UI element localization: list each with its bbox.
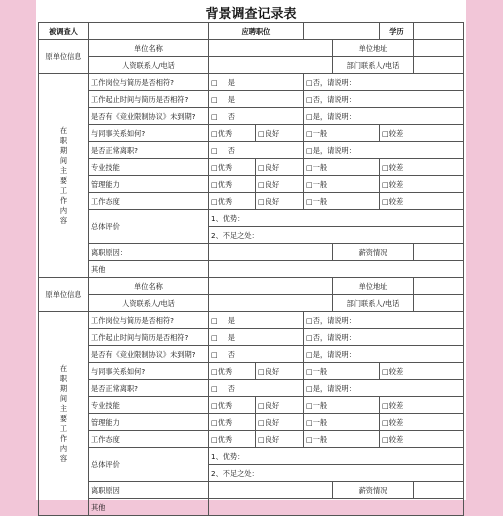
- question-label: 工作岗位与简历是否相符?: [89, 312, 209, 329]
- survey-sheet: [36, 0, 466, 512]
- grade-excellent[interactable]: □优秀: [209, 159, 256, 176]
- salary-label: 薪资情况: [333, 244, 414, 261]
- grade-good[interactable]: □良好: [256, 397, 304, 414]
- yes-option[interactable]: □ 是: [209, 312, 304, 329]
- question-label: 是否有《竞业限制协议》未到期?: [89, 346, 209, 363]
- mgmt-row: [39, 414, 464, 431]
- question-label: 工作起止时间与简历是否相符?: [89, 91, 209, 108]
- unit-name-label: 单位名称: [89, 278, 209, 295]
- grade-poor[interactable]: □较差: [380, 414, 464, 431]
- no-option[interactable]: □ 否: [209, 346, 304, 363]
- grade-excellent[interactable]: □优秀: [209, 431, 256, 448]
- explain-option[interactable]: □是，请说明：: [304, 380, 464, 397]
- merits-field[interactable]: 1、优势：: [209, 448, 464, 465]
- skill-label: 专业技能: [89, 159, 209, 176]
- colleague-label: 与同事关系如何?: [89, 363, 209, 380]
- dept-contact-label: 部门联系人/电话: [333, 57, 414, 74]
- grade-poor[interactable]: □较差: [380, 193, 464, 210]
- unit-name-label: 单位名称: [89, 40, 209, 57]
- yes-option[interactable]: □ 是: [209, 91, 304, 108]
- question-label: 是否有《竞业限制协议》未到期?: [89, 108, 209, 125]
- grade-average[interactable]: □一般: [304, 397, 380, 414]
- grade-good[interactable]: □良好: [256, 431, 304, 448]
- grade-average[interactable]: □一般: [304, 193, 380, 210]
- hr-contact-label: 人资联系人/电话: [89, 295, 209, 312]
- no-option[interactable]: □ 否: [209, 380, 304, 397]
- other-value[interactable]: [209, 499, 464, 516]
- question-row: [39, 142, 464, 159]
- contact-row: [39, 295, 464, 312]
- grade-average[interactable]: □一般: [304, 176, 380, 193]
- dept-contact-value[interactable]: [414, 57, 464, 74]
- weakness-field[interactable]: 2、不足之处：: [209, 227, 464, 244]
- grade-excellent[interactable]: □优秀: [209, 193, 256, 210]
- question-label: 工作起止时间与简历是否相符?: [89, 329, 209, 346]
- question-label: 是否正常离职?: [89, 142, 209, 159]
- grade-poor[interactable]: □较差: [380, 125, 464, 142]
- question-row: [39, 312, 464, 329]
- question-label: 工作岗位与简历是否相符?: [89, 74, 209, 91]
- hr-contact-value[interactable]: [209, 57, 333, 74]
- explain-option[interactable]: □否，请说明：: [304, 329, 464, 346]
- education-value-cell[interactable]: [414, 23, 464, 40]
- explain-option[interactable]: □是，请说明：: [304, 346, 464, 363]
- colleague-label: 与同事关系如何?: [89, 125, 209, 142]
- unit-name-value[interactable]: [209, 278, 333, 295]
- other-label: 其他: [89, 499, 209, 516]
- education-label: 学历: [380, 23, 414, 40]
- mgmt-label: 管理能力: [89, 176, 209, 193]
- attitude-row: [39, 193, 464, 210]
- question-row: [39, 380, 464, 397]
- grade-average[interactable]: □一般: [304, 159, 380, 176]
- grade-good[interactable]: □良好: [256, 193, 304, 210]
- position-label: 应聘职位: [209, 23, 304, 40]
- weakness-field[interactable]: 2、不足之处：: [209, 465, 464, 482]
- overall-row: [39, 448, 464, 465]
- merits-field[interactable]: 1、优势：: [209, 210, 464, 227]
- overall-label: 总体评价: [89, 210, 209, 244]
- skill-row: [39, 159, 464, 176]
- grade-average[interactable]: □一般: [304, 431, 380, 448]
- attitude-label: 工作态度: [89, 431, 209, 448]
- unit-address-value[interactable]: [414, 278, 464, 295]
- skill-label: 专业技能: [89, 397, 209, 414]
- unit-address-value[interactable]: [414, 40, 464, 57]
- contact-row: [39, 57, 464, 74]
- grade-poor[interactable]: □较差: [380, 159, 464, 176]
- grade-good[interactable]: □良好: [256, 176, 304, 193]
- grade-good[interactable]: □良好: [256, 414, 304, 431]
- unit-name-value[interactable]: [209, 40, 333, 57]
- period-label: 在职期间主要工作内容: [39, 312, 89, 516]
- question-row: [39, 346, 464, 363]
- yes-option[interactable]: □ 是: [209, 74, 304, 91]
- explain-option[interactable]: □否，请说明：: [304, 312, 464, 329]
- mgmt-label: 管理能力: [89, 414, 209, 431]
- employer-row: [39, 40, 464, 57]
- colleague-row: [39, 363, 464, 380]
- reason-label: 离职原因：: [89, 244, 209, 261]
- reason-row: [39, 244, 464, 261]
- attitude-label: 工作态度: [89, 193, 209, 210]
- mgmt-row: [39, 176, 464, 193]
- overall-row: [39, 210, 464, 227]
- grade-excellent[interactable]: □优秀: [209, 414, 256, 431]
- skill-row: [39, 397, 464, 414]
- reason-value[interactable]: [209, 244, 333, 261]
- dept-contact-value[interactable]: [414, 295, 464, 312]
- explain-option[interactable]: □是，请说明：: [304, 108, 464, 125]
- grade-poor[interactable]: □较差: [380, 397, 464, 414]
- explain-option[interactable]: □是，请说明：: [304, 142, 464, 159]
- question-row: [39, 91, 464, 108]
- explain-option[interactable]: □否，请说明：: [304, 91, 464, 108]
- hr-contact-label: 人资联系人/电话: [89, 57, 209, 74]
- period-label: 在职期间主要工作内容: [39, 74, 89, 278]
- reason-label: 离职原因: [89, 482, 209, 499]
- position-value-cell[interactable]: [304, 23, 380, 40]
- subject-label: 被调查人: [39, 23, 89, 40]
- page-title: 背景调查记录表: [205, 7, 297, 22]
- record-table: [38, 22, 464, 516]
- question-row: [39, 108, 464, 125]
- attitude-row: [39, 431, 464, 448]
- no-option[interactable]: □ 否: [209, 142, 304, 159]
- unit-address-label: 单位地址: [333, 278, 414, 295]
- header-row: [39, 23, 464, 40]
- grade-excellent[interactable]: □优秀: [209, 125, 256, 142]
- question-row: [39, 74, 464, 91]
- other-value[interactable]: [209, 261, 464, 278]
- grade-poor[interactable]: □较差: [380, 176, 464, 193]
- explain-option[interactable]: □否，请说明：: [304, 74, 464, 91]
- hr-contact-value[interactable]: [209, 295, 333, 312]
- unit-address-label: 单位地址: [333, 40, 414, 57]
- grade-average[interactable]: □一般: [304, 414, 380, 431]
- grade-good[interactable]: □良好: [256, 363, 304, 380]
- reason-row: [39, 482, 464, 499]
- grade-excellent[interactable]: □优秀: [209, 397, 256, 414]
- employer-row: [39, 278, 464, 295]
- grade-excellent[interactable]: □优秀: [209, 176, 256, 193]
- grade-good[interactable]: □良好: [256, 159, 304, 176]
- question-label: 是否正常离职?: [89, 380, 209, 397]
- salary-value[interactable]: [414, 482, 464, 499]
- grade-average[interactable]: □一般: [304, 363, 380, 380]
- grade-poor[interactable]: □较差: [380, 431, 464, 448]
- prev-employer-label: 原单位信息: [39, 40, 89, 74]
- grade-average[interactable]: □一般: [304, 125, 380, 142]
- grade-good[interactable]: □良好: [256, 125, 304, 142]
- grade-excellent[interactable]: □优秀: [209, 363, 256, 380]
- subject-value-cell[interactable]: [89, 23, 209, 40]
- overall-label: 总体评价: [89, 448, 209, 482]
- other-label: 其他: [89, 261, 209, 278]
- reason-value[interactable]: [209, 482, 333, 499]
- salary-value[interactable]: [414, 244, 464, 261]
- dept-contact-label: 部门联系人/电话: [333, 295, 414, 312]
- yes-option[interactable]: □ 是: [209, 329, 304, 346]
- salary-label: 薪资情况: [333, 482, 414, 499]
- prev-employer-label: 原单位信息: [39, 278, 89, 312]
- no-option[interactable]: □ 否: [209, 108, 304, 125]
- question-row: [39, 329, 464, 346]
- colleague-row: [39, 125, 464, 142]
- grade-poor[interactable]: □较差: [380, 363, 464, 380]
